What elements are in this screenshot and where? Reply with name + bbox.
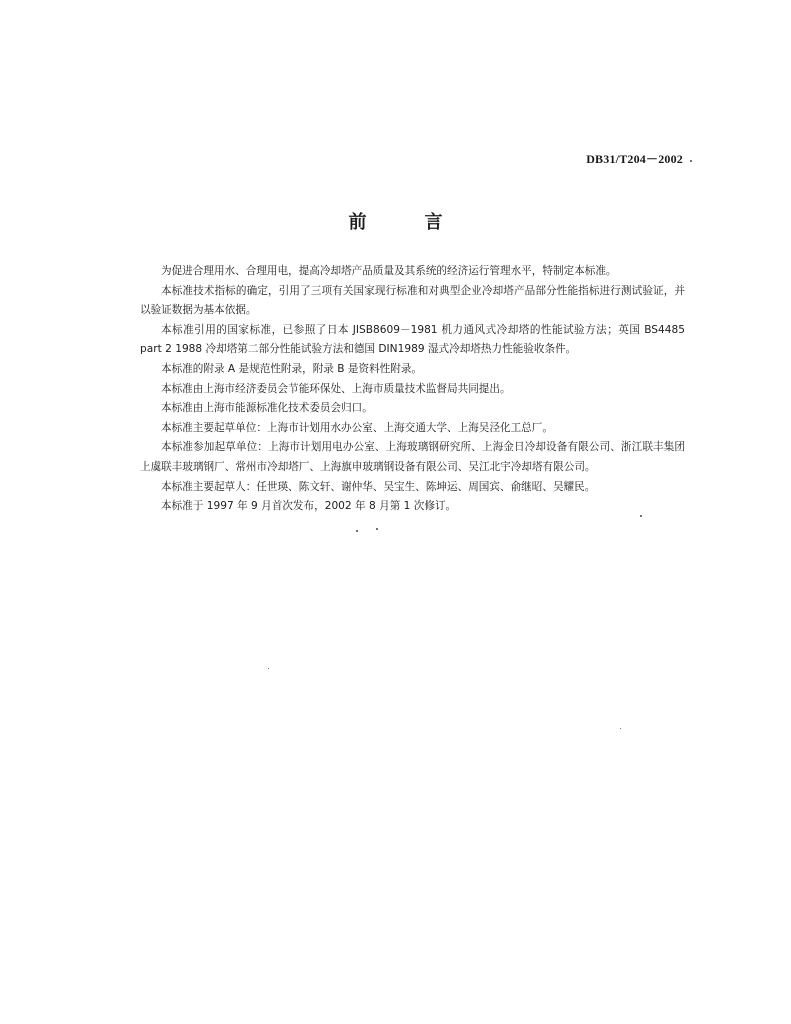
paragraph: 本标准由上海市能源标准化技术委员会归口。: [161, 402, 373, 415]
paragraph: 本标准由上海市经济委员会节能环保处、上海市质量技术监督局共同提出。: [161, 382, 511, 395]
paragraph: 本标准于 1997 年 9 月首次发布，2002 年 8 月第 1 次修订。: [161, 500, 457, 513]
paragraph: 本标准参加起草单位：上海市计划用电办公室、上海玻璃钢研究所、上海金日冷却设备有限公司、浙江联丰集团上虞联丰玻璃钢厂、常州市冷却塔厂、上海旗申玻璃钢设备有限公司、吴江北宇冷却塔有限公司。: [140, 441, 685, 473]
paragraph: 本标准主要起草人：任世瑛、陈文轩、谢仲华、吴宝生、陈坤运、周国宾、俞继昭、吴耀民。: [161, 480, 596, 493]
paragraph: 本标准技术指标的确定，引用了三项有关国家现行标准和对典型企业冷却塔产品部分性能指标进行测试验证，并以验证数据为基本依据。: [140, 284, 685, 317]
standard-code: DB31/T204－2002: [586, 152, 683, 166]
scan-speck: [690, 160, 692, 162]
paragraph: 本标准主要起草单位：上海市计划用水办公室、上海交通大学、上海吴泾化工总厂。: [161, 421, 553, 434]
paragraph: 本标准的附录 A 是规范性附录，附录 B 是资料性附录。: [161, 362, 423, 375]
scan-speck: [356, 530, 358, 532]
scan-speck: [376, 528, 378, 530]
scan-speck: [268, 668, 269, 669]
foreword-body: [140, 262, 685, 517]
scan-speck: [640, 515, 642, 517]
paragraph: 为促进合理用水、合理用电，提高冷却塔产品质量及其系统的经济运行管理水平，特制定本标准。: [161, 265, 617, 277]
scan-speck: [620, 728, 621, 729]
page-title: 前言: [348, 212, 501, 233]
paragraph: 本标准引用的国家标准，已参照了日本 JISB8609－1981 机力通风式冷却塔的性能试验方法；英国 BS4485 part 2 1988 冷却塔第二部分性能试验方法和德国 DIN1989 湿式冷却塔热力性能验收条件。: [140, 323, 685, 356]
